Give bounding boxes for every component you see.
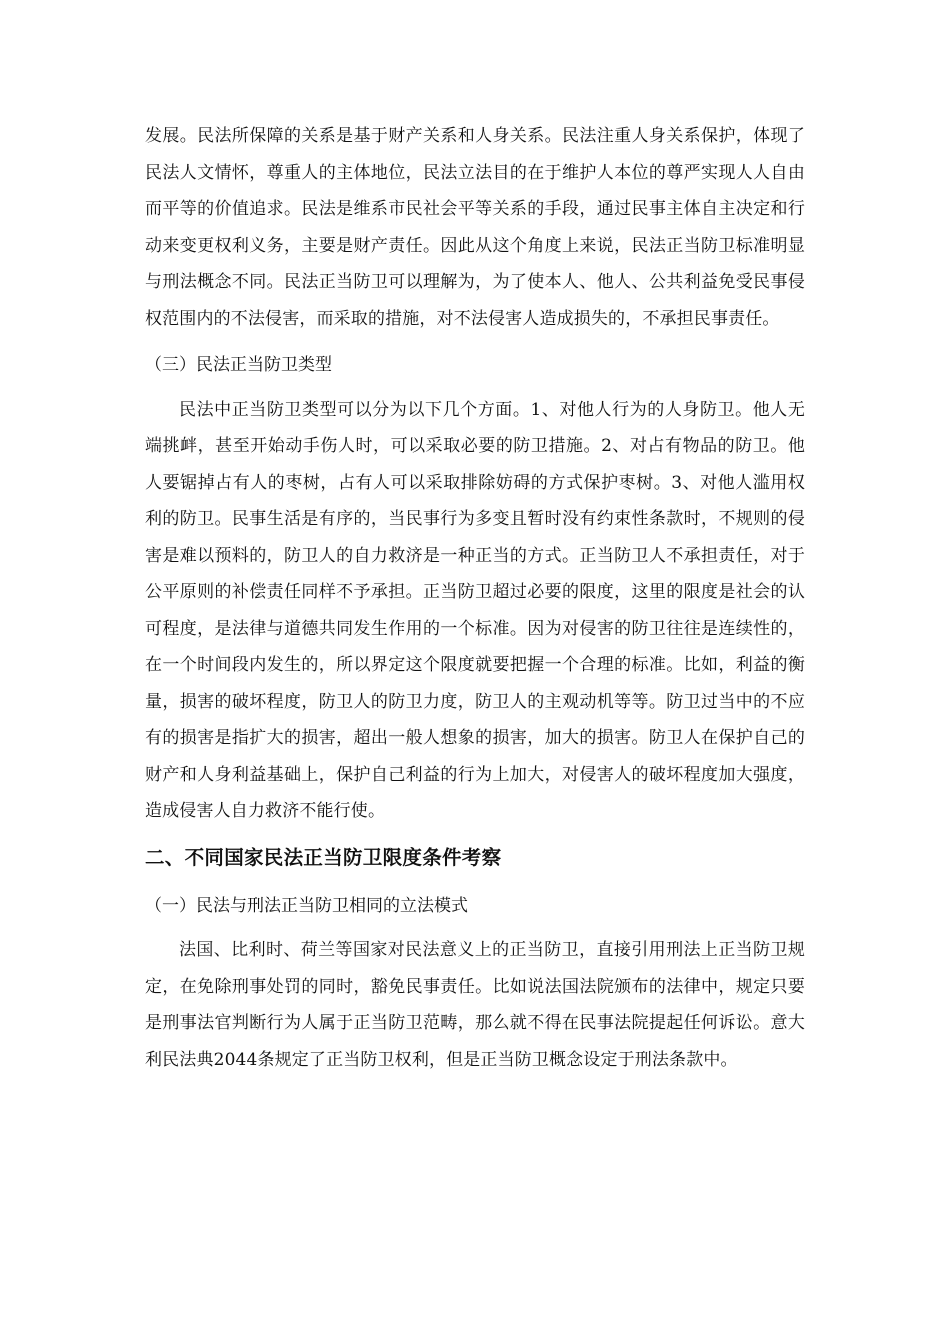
subsection-title-1: （一）民法与刑法正当防卫相同的立法模式 <box>145 895 468 916</box>
subsection-title-3: （三）民法正当防卫类型 <box>145 355 332 375</box>
paragraph-defense-types: 民法中正当防卫类型可以分为以下几个方面。1、对他人行为的人身防卫。他人无端挑衅，甚至开始动手伤人时，可以采取必要的防卫措施。2、对占有物品的防卫。他人要锯掉占有人的枣树，占有人可以采取排除妨碍的方式保护枣树。3、对他人滥用权利的防卫。民事生活是有序的，当民事行为多变且暂时没有约束性条款时，不规则的侵害是难以预料的，防卫人的自力救济是一种正当的方式。正当防卫人不承担责任，对于公平原则的补偿责任同样不予承担。正当防卫超过必要的限度，这里的限度是社会的认可程度，是法律与道德共同发生作用的一个标准。因为对侵害的防卫往往是连续性的，在一个时间段内发生的，所以界定这个限度就要把握一个合理的标准。比如，利益的衡量，损害的破坏程度，防卫人的防卫力度，防卫人的主观动机等等。防卫过当中的不应有的损害是指扩大的损害，超出一般人想象的损害，加大的损害。防卫人在保护自己的财产和人身利益基础上，保护自己利益的行为上加大，对侵害人的破坏程度加大强度，造成侵害人自力救济不能行使。 <box>145 399 805 821</box>
document-page <box>145 118 805 1078</box>
paragraph-legislative-models: 法国、比利时、荷兰等国家对民法意义上的正当防卫，直接引用刑法上正当防卫规定，在免除刑事处罚的同时，豁免民事责任。比如说法国法院颁布的法律中，规定只要是刑事法官判断行为人属于正当防卫范畴，那么就不得在民事法院提起任何诉讼。意大利民法典2044条规定了正当防卫权利，但是正当防卫概念设定于刑法条款中。 <box>145 940 805 1070</box>
section-title-2: 二、不同国家民法正当防卫限度条件考察 <box>145 845 502 869</box>
paragraph-continuation: 发展。民法所保障的关系是基于财产关系和人身关系。民法注重人身关系保护，体现了民法人文情怀，尊重人的主体地位，民法立法目的在于维护人本位的尊严实现人人自由而平等的价值追求。民法是维系市民社会平等关系的手段，通过民事主体自主决定和行动来变更权利义务，主要是财产责任。因此从这个角度上来说，民法正当防卫标准明显与刑法概念不同。民法正当防卫可以理解为，为了使本人、他人、公共利益免受民事侵权范围内的不法侵害，而采取的措施，对不法侵害人造成损失的，不承担民事责任。 <box>145 126 805 329</box>
